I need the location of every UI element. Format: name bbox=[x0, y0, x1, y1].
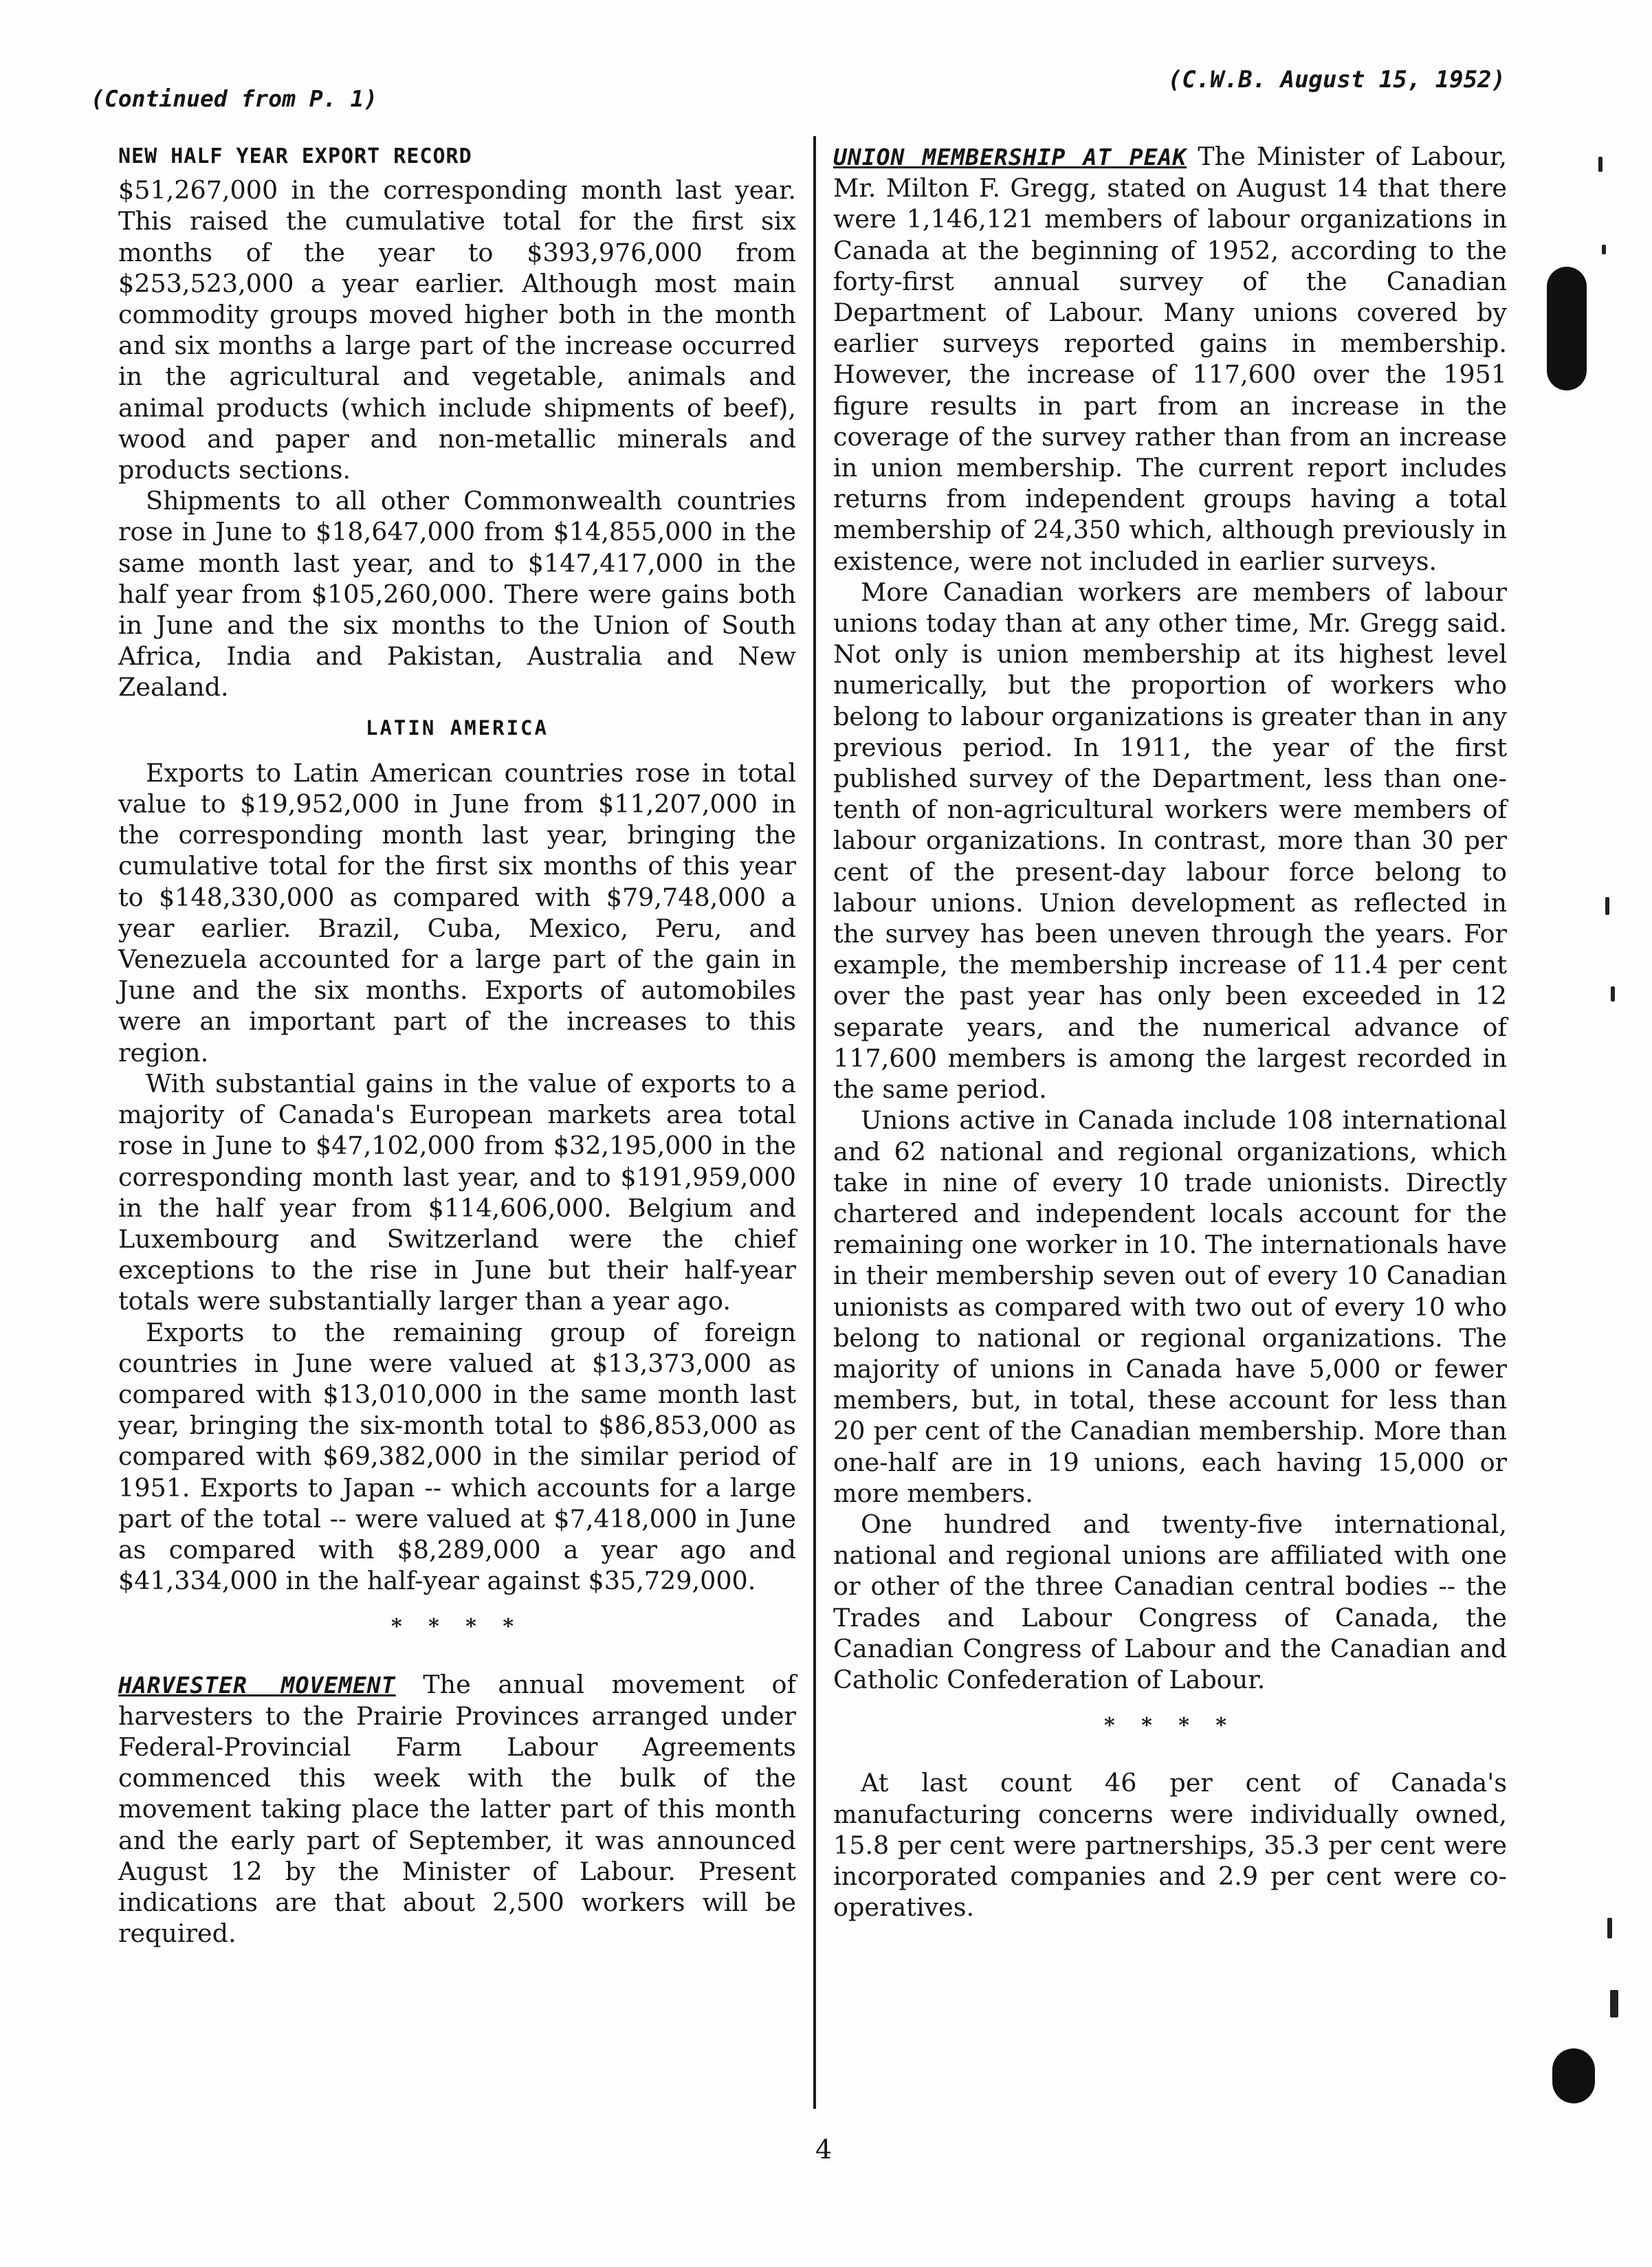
run-in-heading-harvester: HARVESTER MOVEMENT bbox=[118, 1671, 396, 1699]
section-separator: * * * * bbox=[390, 1615, 524, 1639]
scan-speck bbox=[1611, 986, 1615, 1002]
paragraph: At last count 46 per cent of Canada's manufacturing concerns were individually owned, 15.8 per cent were partnerships, 35.3 per cent were incorporated companies and 2.9 per cent were co-operatives. bbox=[833, 1768, 1507, 1923]
paragraph: Exports to the remaining group of foreign countries in June were valued at $13,373,000 as compared with $13,010,000 in the same month last year, bringing the six-month total to $86,853,000 as compared with $69,382,000 in the similar period of 1951. Exports to Japan -- which accounts for a large part of the total -- were valued at $7,418,000 in June as compared with $8,289,000 a year ago and $41,334,000 in the half-year against $35,729,000. bbox=[118, 1317, 796, 1596]
punch-hole-mark bbox=[1552, 2048, 1595, 2103]
section-heading-latin-america: LATIN AMERICA bbox=[366, 716, 549, 740]
paragraph: One hundred and twenty-five international, national and regional unions are affiliated with one or other of the three Canadian central bodies -- the Trades and Labour Congress of Canada, the Canadian Congress of Labour and the Canadian and Catholic Confederation of Labour. bbox=[833, 1509, 1507, 1694]
bulletin-reference: (C.W.B. August 15, 1952) bbox=[1167, 66, 1506, 93]
section-separator: * * * * bbox=[1103, 1714, 1237, 1738]
column-divider bbox=[813, 136, 816, 2109]
paragraph-text: The Minister of Labour, Mr. Milton F. Gregg, stated on August 14 that there were 1,146,121 members of labour organizations in Canada at the beginning of 1952, according to the forty-first annual survey of the Canadian Department of Labour. Many unions covered by earlier surveys reported gains in membership. However, the increase of 117,600 over the 1951 figure results in part from an increase in the coverage of the survey rather than from an increase in union membership. The current report includes returns from independent groups having a total membership of 24,350 which, although previously in existence, were not included in earlier surveys. bbox=[833, 142, 1507, 576]
paragraph: $51,267,000 in the corresponding month last year. This raised the cumulative total for the first six months of the year to $393,976,000 from $253,523,000 a year earlier. Although most main commodity groups moved higher both in the month and six months a large part of the increase occurred in the agricultural and vegetable, animals and animal products (which include shipments of beef), wood and paper and non-metallic minerals and products sections. bbox=[118, 175, 796, 485]
run-in-heading-union: UNION MEMBERSHIP AT PEAK bbox=[833, 144, 1187, 170]
scan-speck bbox=[1602, 245, 1606, 254]
paragraph-union-membership bbox=[833, 141, 1507, 577]
paragraph: Unions active in Canada include 108 international and 62 national and regional organizations, which take in nine of every 10 trade unionists. Directly chartered and independent locals account for the remaining one worker in 10. The internationals have in their membership seven out of every 10 Canadian unionists as compared with two out of every 10 who belong to national or regional organizations. The majority of unions in Canada have 5,000 or fewer members, but, in total, these account for less than 20 per cent of the Canadian membership. More than one-half are in 19 unions, each having 15,000 or more members. bbox=[833, 1105, 1507, 1508]
paragraph-harvester bbox=[118, 1669, 796, 1949]
right-column bbox=[833, 141, 1507, 1923]
section-heading-export-record: NEW HALF YEAR EXPORT RECORD bbox=[118, 144, 472, 168]
scan-speck bbox=[1598, 157, 1603, 172]
continued-note: (Continued from P. 1) bbox=[91, 85, 378, 112]
paragraph: Shipments to all other Commonwealth countries rose in June to $18,647,000 from $14,855,000 in the same month last year, and to $147,417,000 in the half year from $105,260,000. There were gains both in June and the six months to the Union of South Africa, India and Pakistan, Australia and New Zealand. bbox=[118, 486, 796, 703]
paragraph: With substantial gains in the value of exports to a majority of Canada's European markets area total rose in June to $47,102,000 from $32,195,000 in the corresponding month last year, and to $191,959,000 in the half year from $114,606,000. Belgium and Luxembourg and Switzerland were the chief exceptions to the rise in June but their half-year totals were substantially larger than a year ago. bbox=[118, 1068, 796, 1316]
left-column bbox=[118, 141, 796, 1949]
paragraph-text: The annual movement of harvesters to the Prairie Provinces arranged under Federal-Provincial Farm Labour Agreements commenced this week with the bulk of the movement taking place the latter part of this month and the early part of September, it was announced August 12 by the Minister of Labour. Present indications are that about 2,500 workers will be required. bbox=[118, 1669, 796, 1949]
paragraph: More Canadian workers are members of labour unions today than at any other time, Mr. Gregg said. Not only is union membership at its highest level numerically, but the proportion of workers who belong to labour organizations is greater than in any previous period. In 1911, the year of the first published survey of the Department, less than one-tenth of non-agricultural workers were members of labour organizations. In contrast, more than 30 per cent of the present-day labour force belong to labour unions. Union development as reflected in the survey has been uneven through the years. For example, the membership increase of 11.4 per cent over the past year has only been exceeded in 12 separate years, and the numerical advance of 117,600 members is among the largest recorded in the same period. bbox=[833, 577, 1507, 1105]
scan-speck bbox=[1607, 1918, 1612, 1938]
paragraph: Exports to Latin American countries rose in total value to $19,952,000 in June from $11,207,000 in the corresponding month last year, bringing the cumulative total for the first six months of this year to $148,330,000 as compared with $79,748,000 a year earlier. Brazil, Cuba, Mexico, Peru, and Venezuela accounted for a large part of the gain in June and the six months. Exports of automobiles were an important part of the increases to this region. bbox=[118, 757, 796, 1068]
scan-speck bbox=[1605, 897, 1609, 915]
punch-hole-mark bbox=[1547, 267, 1587, 390]
page-number: 4 bbox=[815, 2134, 833, 2165]
scan-speck bbox=[1610, 1990, 1618, 2017]
